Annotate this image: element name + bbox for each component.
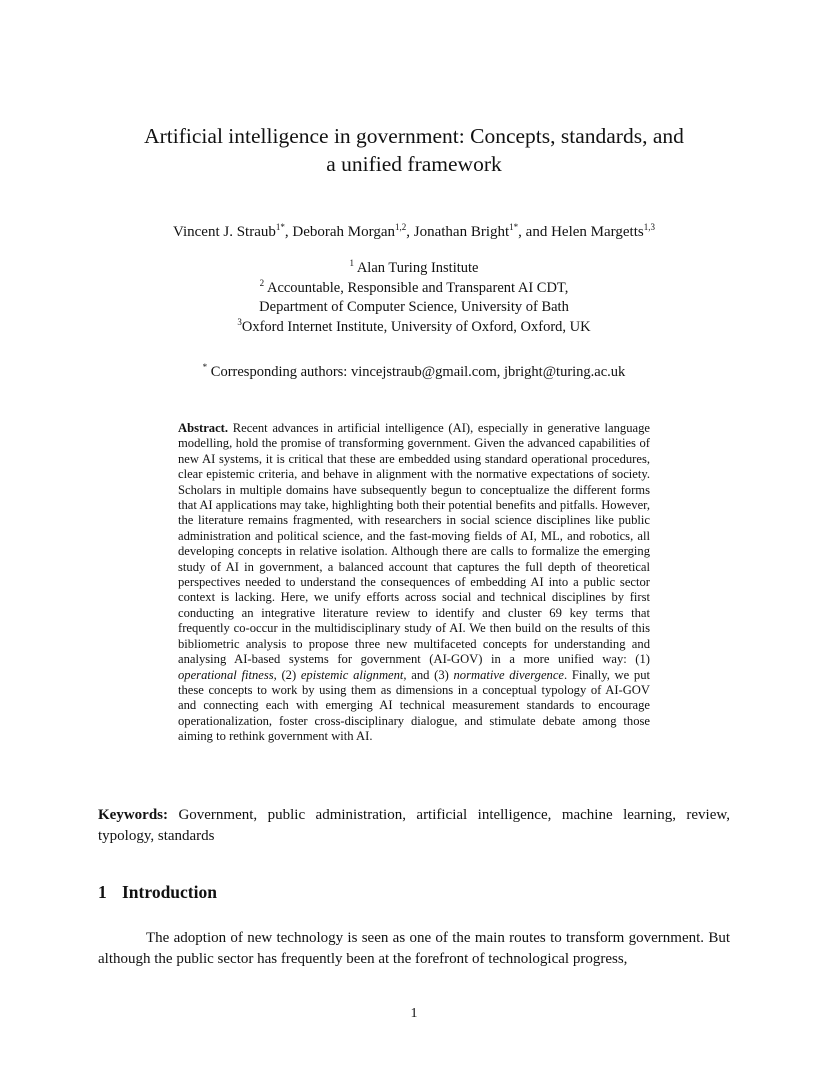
intro-paragraph: The adoption of new technology is seen as one of the main routes to transform government. But although the public sector has frequently been at the forefront of technological progress, bbox=[98, 930, 730, 967]
author-affiliation-mark: 1* bbox=[275, 222, 285, 232]
paper-title-line-2: a unified framework bbox=[326, 152, 502, 176]
abstract-text: and (3) bbox=[406, 667, 454, 682]
keywords bbox=[98, 805, 730, 846]
author-name: Jonathan Bright bbox=[413, 224, 510, 240]
corresponding-authors bbox=[100, 362, 728, 382]
author-separator: , bbox=[406, 224, 414, 240]
author-affiliation-mark: 1,3 bbox=[643, 222, 655, 232]
paper-title-line-1: Artificial intelligence in government: Concepts, standards, and bbox=[144, 124, 684, 148]
abstract-term: normative divergence bbox=[453, 667, 565, 682]
keywords-label: Keywords: bbox=[98, 807, 168, 823]
affiliation-text: Alan Turing Institute bbox=[356, 260, 479, 276]
author-separator: , and bbox=[518, 224, 552, 240]
author-affiliation-mark: 1* bbox=[509, 222, 519, 232]
affiliation-text: Accountable, Responsible and Transparent AI CDT, bbox=[266, 279, 569, 296]
affiliation-2 bbox=[120, 279, 708, 299]
paper-title bbox=[100, 122, 728, 178]
affiliation-mark: 3 bbox=[237, 316, 242, 327]
author-name: Helen Margetts bbox=[551, 224, 644, 240]
author-name: Deborah Morgan bbox=[292, 224, 395, 240]
section-title: Introduction bbox=[122, 882, 217, 902]
abstract-term: operational fitness bbox=[178, 667, 274, 682]
abstract-text: Recent advances in artificial intelligence (AI), especially in generative language modelling, hold the promise of transforming government. Given the advanced capabilities of new AI systems, it is critical that these are embedded using standard operational procedures, clear epistemic criteria, and behave in alignment with the normative expectations of society. Scholars in multiple domains have subsequently begun to conceptualize the different forms that AI applications may take, highlighting both their potential benefits and pitfalls. However, the literature remains fragmented, with researchers in social science disciplines like public administration and political science, and the fast-moving fields of AI, ML, and robotics, all developing concepts in relative isolation. Although there are calls to formalize the emerging study of AI in government, a balanced account that captures the full depth of theoretical perspectives needed to understand the consequences of embedding AI into a public sector context is lacking. Here, we unify efforts across social and technical disciplines by first conducting an integrative literature review to identify and cluster 69 key terms that frequently co-occur in the multidisciplinary study of AI. We then build on the results of this bibliometric analysis to propose three new multifaceted concepts for understanding and analysing AI-based systems for government (AI-GOV) in a more unified way: (1) bbox=[178, 421, 651, 667]
affiliations bbox=[120, 259, 708, 337]
abstract-term: epistemic alignment, bbox=[300, 667, 407, 682]
abstract-label: Abstract. bbox=[178, 421, 229, 435]
section-heading bbox=[98, 880, 730, 904]
corresponding-mark: * bbox=[202, 362, 208, 373]
affiliation-1 bbox=[120, 259, 708, 279]
abstract-text: , (2) bbox=[273, 667, 301, 682]
author-separator: , bbox=[284, 224, 293, 240]
affiliation-mark: 1 bbox=[349, 258, 354, 269]
author-name: Vincent J. Straub bbox=[173, 224, 276, 240]
affiliation-3 bbox=[120, 318, 708, 338]
page-number: 1 bbox=[410, 1006, 418, 1021]
corresponding-text: Corresponding authors: vincejstraub@gmail.com, jbright@turing.ac.uk bbox=[210, 364, 626, 380]
affiliation-text: Oxford Internet Institute, University of Oxford, Oxford, UK bbox=[241, 318, 591, 335]
abstract bbox=[178, 421, 650, 745]
affiliation-mark: 2 bbox=[259, 277, 265, 288]
author-affiliation-mark: 1,2 bbox=[395, 222, 407, 232]
keywords-text: Government, public administration, artificial intelligence, machine learning, review, typology, standards bbox=[98, 807, 730, 844]
abstract-text: . Finally, we put these concepts to work by using them as dimensions in a conceptual typology of AI-GOV and connecting each with emerging AI technical measurement standards to encourage operationalization, foster cross-disciplinary dialogue, and stimulate debate among those aiming to rethink government with AI. bbox=[178, 667, 650, 744]
affiliation-2-cont: Department of Computer Science, University of Bath bbox=[259, 299, 569, 315]
section-number: 1 bbox=[98, 882, 107, 902]
author-list bbox=[60, 222, 768, 242]
